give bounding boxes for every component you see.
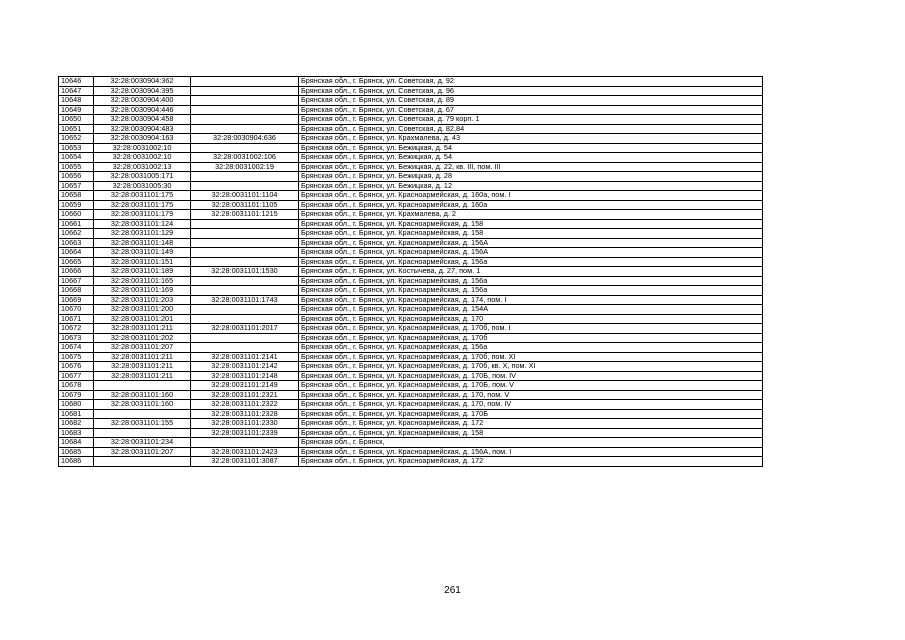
object-cadastral-number-cell: 32:28:0031101:1105 — [191, 200, 299, 210]
table-row — [59, 400, 763, 410]
object-cadastral-number-cell: 32:28:0031101:2330 — [191, 419, 299, 429]
object-cadastral-number-cell: 32:28:0031101:1104 — [191, 191, 299, 201]
cadastral-number-cell: 32:28:0030904:446 — [94, 105, 191, 115]
object-cadastral-number-cell: 32:28:0031101:2148 — [191, 371, 299, 381]
row-number-cell: 10682 — [59, 419, 94, 429]
address-cell: Брянская обл., г. Брянск, ул. Красноармейская, д. 170б — [299, 333, 763, 343]
row-number-cell: 10666 — [59, 267, 94, 277]
object-cadastral-number-cell — [191, 343, 299, 353]
address-cell: Брянская обл., г. Брянск, ул. Советская, д. 96 — [299, 86, 763, 96]
row-number-cell: 10677 — [59, 371, 94, 381]
row-number-cell: 10683 — [59, 428, 94, 438]
cadastral-number-cell: 32:28:0031101:151 — [94, 257, 191, 267]
cadastral-number-cell: 32:28:0031101:202 — [94, 333, 191, 343]
row-number-cell: 10672 — [59, 324, 94, 334]
cadastral-number-cell — [94, 428, 191, 438]
table-row — [59, 381, 763, 391]
cadastral-number-cell: 32:28:0031002:10 — [94, 143, 191, 153]
object-cadastral-number-cell: 32:28:0031101:2149 — [191, 381, 299, 391]
table-row — [59, 181, 763, 191]
row-number-cell: 10650 — [59, 115, 94, 125]
object-cadastral-number-cell — [191, 333, 299, 343]
row-number-cell: 10676 — [59, 362, 94, 372]
object-cadastral-number-cell — [191, 276, 299, 286]
object-cadastral-number-cell: 32:28:0031002:19 — [191, 162, 299, 172]
table-row — [59, 447, 763, 457]
address-cell: Брянская обл., г. Брянск, ул. Красноармейская, д. 170б, пом. I — [299, 324, 763, 334]
table-row — [59, 438, 763, 448]
object-cadastral-number-cell — [191, 229, 299, 239]
object-cadastral-number-cell — [191, 257, 299, 267]
table-row — [59, 191, 763, 201]
cadastral-number-cell: 32:28:0031101:165 — [94, 276, 191, 286]
row-number-cell: 10675 — [59, 352, 94, 362]
cadastral-number-cell: 32:28:0030904:395 — [94, 86, 191, 96]
object-cadastral-number-cell — [191, 105, 299, 115]
object-cadastral-number-cell — [191, 219, 299, 229]
address-cell: Брянская обл., г. Брянск, ул. Бежицкая, д. 28 — [299, 172, 763, 182]
table-row — [59, 286, 763, 296]
property-registry-table — [58, 76, 763, 467]
row-number-cell: 10663 — [59, 238, 94, 248]
object-cadastral-number-cell: 32:28:0031101:1530 — [191, 267, 299, 277]
address-cell: Брянская обл., г. Брянск, ул. Красноармейская, д. 170Б — [299, 409, 763, 419]
object-cadastral-number-cell: 32:28:0031101:2141 — [191, 352, 299, 362]
cadastral-number-cell: 32:28:0031005:30 — [94, 181, 191, 191]
address-cell: Брянская обл., г. Брянск, ул. Красноармейская, д. 156а — [299, 286, 763, 296]
table-row — [59, 371, 763, 381]
address-cell: Брянская обл., г. Брянск, ул. Красноармейская, д. 170, пом. IV — [299, 400, 763, 410]
table-row — [59, 134, 763, 144]
table-row — [59, 229, 763, 239]
address-cell: Брянская обл., г. Брянск, ул. Красноармейская, д. 154А — [299, 305, 763, 315]
cadastral-number-cell: 32:28:0030904:400 — [94, 96, 191, 106]
table-row — [59, 276, 763, 286]
table-row — [59, 124, 763, 134]
object-cadastral-number-cell — [191, 305, 299, 315]
address-cell: Брянская обл., г. Брянск, ул. Красноармейская, д. 170, пом. V — [299, 390, 763, 400]
table-row — [59, 333, 763, 343]
cadastral-number-cell: 32:28:0031101:129 — [94, 229, 191, 239]
address-cell: Брянская обл., г. Брянск, ул. Красноармейская, д. 158 — [299, 219, 763, 229]
table-row — [59, 324, 763, 334]
object-cadastral-number-cell — [191, 181, 299, 191]
table-row — [59, 305, 763, 315]
cadastral-number-cell: 32:28:0031101:211 — [94, 324, 191, 334]
cadastral-number-cell: 32:28:0031101:203 — [94, 295, 191, 305]
cadastral-number-cell: 32:28:0031101:211 — [94, 352, 191, 362]
cadastral-number-cell: 32:28:0031101:149 — [94, 248, 191, 258]
address-cell: Брянская обл., г. Брянск, ул. Бежицкая, д. 22, кв. III, пом. III — [299, 162, 763, 172]
address-cell: Брянская обл., г. Брянск, ул. Крахмалева, д. 43 — [299, 134, 763, 144]
cadastral-number-cell — [94, 409, 191, 419]
cadastral-number-cell: 32:28:0031101:179 — [94, 210, 191, 220]
row-number-cell: 10655 — [59, 162, 94, 172]
address-cell: Брянская обл., г. Брянск, ул. Крахмалева, д. 2 — [299, 210, 763, 220]
row-number-cell: 10685 — [59, 447, 94, 457]
table-row — [59, 314, 763, 324]
address-cell: Брянская обл., г. Брянск, ул. Советская, д. 79 корп. 1 — [299, 115, 763, 125]
object-cadastral-number-cell: 32:28:0031101:2423 — [191, 447, 299, 457]
table-row — [59, 77, 763, 87]
cadastral-number-cell: 32:28:0030904:163 — [94, 134, 191, 144]
row-number-cell: 10651 — [59, 124, 94, 134]
cadastral-number-cell: 32:28:0031101:211 — [94, 371, 191, 381]
table-row — [59, 105, 763, 115]
table-row — [59, 419, 763, 429]
row-number-cell: 10665 — [59, 257, 94, 267]
row-number-cell: 10670 — [59, 305, 94, 315]
address-cell: Брянская обл., г. Брянск, ул. Красноармейская, д. 170Б, пом. V — [299, 381, 763, 391]
cadastral-number-cell: 32:28:0030904:362 — [94, 77, 191, 87]
cadastral-number-cell: 32:28:0031005:171 — [94, 172, 191, 182]
object-cadastral-number-cell: 32:28:0030904:636 — [191, 134, 299, 144]
address-cell: Брянская обл., г. Брянск, ул. Красноармейская, д. 158 — [299, 428, 763, 438]
cadastral-number-cell — [94, 381, 191, 391]
object-cadastral-number-cell: 32:28:0031101:3087 — [191, 457, 299, 467]
table-row — [59, 143, 763, 153]
table-row — [59, 343, 763, 353]
row-number-cell: 10664 — [59, 248, 94, 258]
cadastral-number-cell — [94, 457, 191, 467]
row-number-cell: 10681 — [59, 409, 94, 419]
row-number-cell: 10657 — [59, 181, 94, 191]
object-cadastral-number-cell: 32:28:0031002:106 — [191, 153, 299, 163]
address-cell: Брянская обл., г. Брянск, ул. Красноармейская, д. 158 — [299, 229, 763, 239]
address-cell: Брянская обл., г. Брянск, ул. Бежицкая, д. 54 — [299, 143, 763, 153]
table-row — [59, 267, 763, 277]
row-number-cell: 10660 — [59, 210, 94, 220]
cadastral-number-cell: 32:28:0031002:10 — [94, 153, 191, 163]
cadastral-number-cell: 32:28:0031101:201 — [94, 314, 191, 324]
cadastral-number-cell: 32:28:0031101:189 — [94, 267, 191, 277]
table-row — [59, 219, 763, 229]
address-cell: Брянская обл., г. Брянск, ул. Бежицкая, д. 54 — [299, 153, 763, 163]
table-row — [59, 457, 763, 467]
address-cell: Брянская обл., г. Брянск, ул. Красноармейская, д. 170 — [299, 314, 763, 324]
cadastral-number-cell: 32:28:0031101:234 — [94, 438, 191, 448]
cadastral-number-cell: 32:28:0031101:169 — [94, 286, 191, 296]
address-cell: Брянская обл., г. Брянск, ул. Красноармейская, д. 174, пом. I — [299, 295, 763, 305]
address-cell: Брянская обл., г. Брянск, ул. Костычева, д. 27, пом. 1 — [299, 267, 763, 277]
object-cadastral-number-cell — [191, 115, 299, 125]
cadastral-number-cell: 32:28:0030904:483 — [94, 124, 191, 134]
row-number-cell: 10668 — [59, 286, 94, 296]
cadastral-number-cell: 32:28:0030904:458 — [94, 115, 191, 125]
row-number-cell: 10656 — [59, 172, 94, 182]
row-number-cell: 10669 — [59, 295, 94, 305]
cadastral-number-cell: 32:28:0031101:160 — [94, 390, 191, 400]
object-cadastral-number-cell — [191, 248, 299, 258]
registry-table-body — [59, 77, 763, 467]
row-number-cell: 10678 — [59, 381, 94, 391]
cadastral-number-cell: 32:28:0031101:155 — [94, 419, 191, 429]
address-cell: Брянская обл., г. Брянск, ул. Советская, д. 67 — [299, 105, 763, 115]
address-cell: Брянская обл., г. Брянск, ул. Красноармейская, д. 156а — [299, 257, 763, 267]
address-cell: Брянская обл., г. Брянск, — [299, 438, 763, 448]
address-cell: Брянская обл., г. Брянск, ул. Красноармейская, д. 170б, пом. XI — [299, 352, 763, 362]
table-row — [59, 238, 763, 248]
object-cadastral-number-cell: 32:28:0031101:2321 — [191, 390, 299, 400]
cadastral-number-cell: 32:28:0031101:148 — [94, 238, 191, 248]
cadastral-number-cell: 32:28:0031101:200 — [94, 305, 191, 315]
cadastral-number-cell: 32:28:0031101:207 — [94, 447, 191, 457]
row-number-cell: 10649 — [59, 105, 94, 115]
cadastral-number-cell: 32:28:0031101:124 — [94, 219, 191, 229]
address-cell: Брянская обл., г. Брянск, ул. Красноармейская, д. 156а — [299, 343, 763, 353]
row-number-cell: 10680 — [59, 400, 94, 410]
address-cell: Брянская обл., г. Брянск, ул. Советская, д. 89 — [299, 96, 763, 106]
row-number-cell: 10647 — [59, 86, 94, 96]
row-number-cell: 10671 — [59, 314, 94, 324]
address-cell: Брянская обл., г. Брянск, ул. Красноармейская, д. 156А, пом. I — [299, 447, 763, 457]
table-row — [59, 172, 763, 182]
table-row — [59, 210, 763, 220]
table-row — [59, 257, 763, 267]
address-cell: Брянская обл., г. Брянск, ул. Советская, д. 92 — [299, 77, 763, 87]
object-cadastral-number-cell: 32:28:0031101:2328 — [191, 409, 299, 419]
row-number-cell: 10674 — [59, 343, 94, 353]
address-cell: Брянская обл., г. Брянск, ул. Красноармейская, д. 160а — [299, 200, 763, 210]
object-cadastral-number-cell: 32:28:0031101:1215 — [191, 210, 299, 220]
cadastral-number-cell: 32:28:0031101:175 — [94, 191, 191, 201]
object-cadastral-number-cell — [191, 286, 299, 296]
table-row — [59, 409, 763, 419]
object-cadastral-number-cell — [191, 124, 299, 134]
row-number-cell: 10652 — [59, 134, 94, 144]
object-cadastral-number-cell: 32:28:0031101:2017 — [191, 324, 299, 334]
table-row — [59, 96, 763, 106]
table-row — [59, 115, 763, 125]
row-number-cell: 10646 — [59, 77, 94, 87]
cadastral-number-cell: 32:28:0031002:13 — [94, 162, 191, 172]
address-cell: Брянская обл., г. Брянск, ул. Красноармейская, д. 172 — [299, 419, 763, 429]
table-row — [59, 362, 763, 372]
object-cadastral-number-cell: 32:28:0031101:2339 — [191, 428, 299, 438]
row-number-cell: 10654 — [59, 153, 94, 163]
row-number-cell: 10673 — [59, 333, 94, 343]
table-row — [59, 295, 763, 305]
object-cadastral-number-cell: 32:28:0031101:2322 — [191, 400, 299, 410]
table-row — [59, 153, 763, 163]
address-cell: Брянская обл., г. Брянск, ул. Красноармейская, д. 170Б, пом. IV — [299, 371, 763, 381]
object-cadastral-number-cell: 32:28:0031101:1743 — [191, 295, 299, 305]
address-cell: Брянская обл., г. Брянск, ул. Красноармейская, д. 160а, пом. I — [299, 191, 763, 201]
row-number-cell: 10658 — [59, 191, 94, 201]
object-cadastral-number-cell — [191, 86, 299, 96]
address-cell: Брянская обл., г. Брянск, ул. Красноармейская, д. 156А — [299, 248, 763, 258]
table-row — [59, 248, 763, 258]
object-cadastral-number-cell — [191, 438, 299, 448]
table-row — [59, 200, 763, 210]
cadastral-number-cell: 32:28:0031101:207 — [94, 343, 191, 353]
object-cadastral-number-cell: 32:28:0031101:2142 — [191, 362, 299, 372]
row-number-cell: 10659 — [59, 200, 94, 210]
address-cell: Брянская обл., г. Брянск, ул. Бежицкая, д. 12 — [299, 181, 763, 191]
object-cadastral-number-cell — [191, 172, 299, 182]
cadastral-number-cell: 32:28:0031101:175 — [94, 200, 191, 210]
page-number: 261 — [444, 585, 461, 596]
object-cadastral-number-cell — [191, 143, 299, 153]
table-row — [59, 390, 763, 400]
address-cell: Брянская обл., г. Брянск, ул. Красноармейская, д. 170б, кв. X, пом. XI — [299, 362, 763, 372]
row-number-cell: 10667 — [59, 276, 94, 286]
table-row — [59, 86, 763, 96]
row-number-cell: 10648 — [59, 96, 94, 106]
cadastral-number-cell: 32:28:0031101:211 — [94, 362, 191, 372]
object-cadastral-number-cell — [191, 77, 299, 87]
row-number-cell: 10686 — [59, 457, 94, 467]
table-row — [59, 428, 763, 438]
address-cell: Брянская обл., г. Брянск, ул. Советская, д. 82,84 — [299, 124, 763, 134]
address-cell: Брянская обл., г. Брянск, ул. Красноармейская, д. 156А — [299, 238, 763, 248]
row-number-cell: 10684 — [59, 438, 94, 448]
row-number-cell: 10661 — [59, 219, 94, 229]
object-cadastral-number-cell — [191, 96, 299, 106]
row-number-cell: 10662 — [59, 229, 94, 239]
object-cadastral-number-cell — [191, 314, 299, 324]
row-number-cell: 10653 — [59, 143, 94, 153]
address-cell: Брянская обл., г. Брянск, ул. Красноармейская, д. 156а — [299, 276, 763, 286]
table-row — [59, 352, 763, 362]
object-cadastral-number-cell — [191, 238, 299, 248]
row-number-cell: 10679 — [59, 390, 94, 400]
table-row — [59, 162, 763, 172]
address-cell: Брянская обл., г. Брянск, ул. Красноармейская, д. 172 — [299, 457, 763, 467]
cadastral-number-cell: 32:28:0031101:160 — [94, 400, 191, 410]
